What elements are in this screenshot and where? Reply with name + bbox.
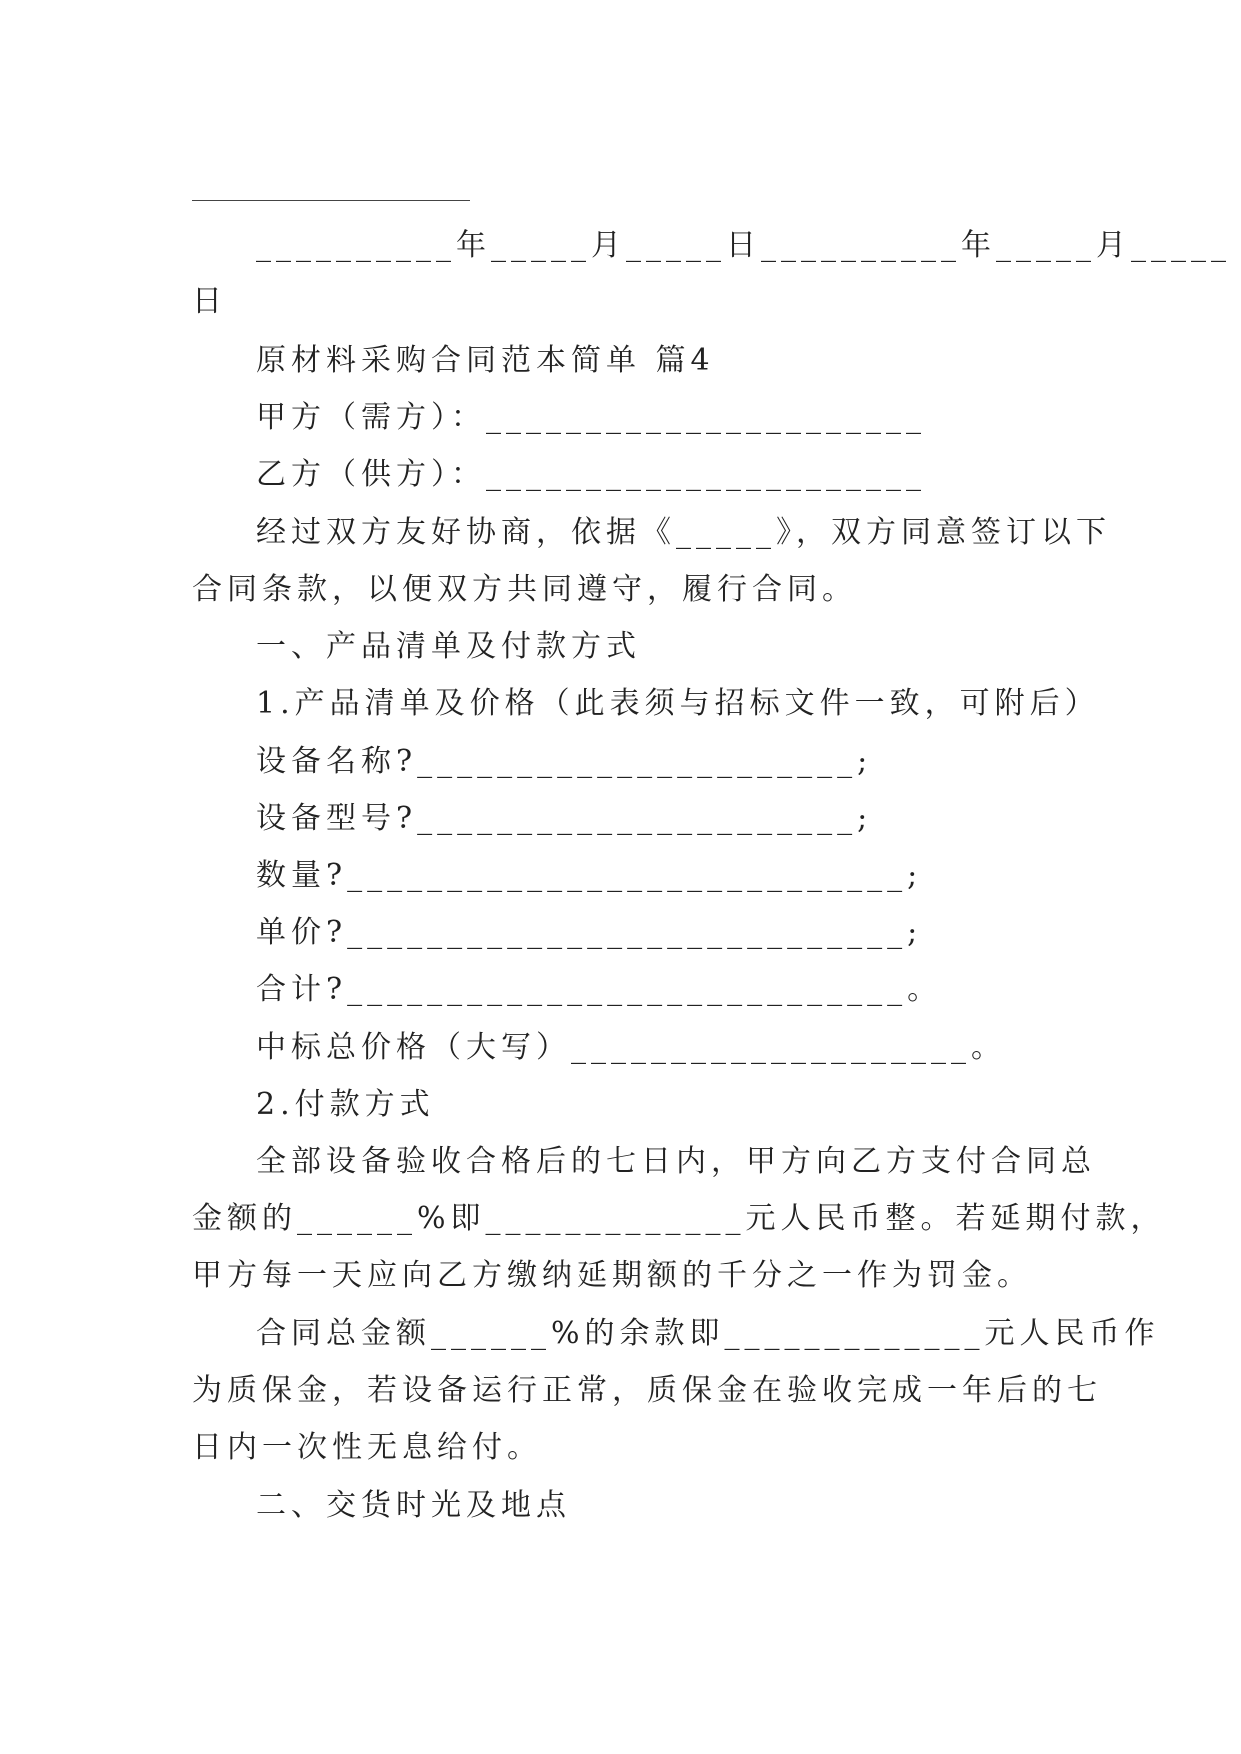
heading-delivery-time-place: 二、交货时光及地点 [256, 1488, 571, 1523]
warranty-paragraph-line-1: 合同总金额______%的余款即_____________元人民币作 [256, 1316, 1160, 1351]
date-line: __________年_____月_____日__________年_____月_____ [256, 228, 1231, 263]
date-line-continued: 日 [192, 284, 227, 319]
field-equipment-model: 设备型号?______________________; [256, 801, 873, 836]
section-title: 原材料采购合同范本简单 篇4 [256, 343, 715, 378]
payment-paragraph-line-3: 甲方每一天应向乙方缴纳延期额的千分之一作为罚金。 [192, 1258, 1032, 1293]
subheading-payment-method: 2.付款方式 [256, 1087, 435, 1122]
field-unit-price: 单价?____________________________; [256, 915, 923, 950]
heading-product-list-payment: 一、产品清单及付款方式 [256, 629, 641, 664]
field-bid-total-price: 中标总价格（大写）____________________。 [256, 1030, 1006, 1065]
field-equipment-name: 设备名称?______________________; [256, 744, 873, 779]
field-total: 合计?____________________________。 [256, 972, 943, 1007]
payment-paragraph-line-1: 全部设备验收合格后的七日内，甲方向乙方支付合同总 [256, 1144, 1096, 1179]
intro-paragraph-line-1: 经过双方友好协商，依据《_____》，双方同意签订以下 [256, 515, 1111, 550]
top-underline-divider [192, 200, 470, 201]
field-quantity: 数量?____________________________; [256, 858, 923, 893]
party-a-line: 甲方（需方）：______________________ [256, 400, 926, 435]
warranty-paragraph-line-2: 为质保金，若设备运行正常，质保金在验收完成一年后的七 [192, 1373, 1102, 1408]
payment-paragraph-line-2: 金额的______%即_____________元人民币整。若延期付款， [192, 1201, 1166, 1236]
subheading-product-list-price: 1.产品清单及价格（此表须与招标文件一致，可附后） [256, 686, 1100, 721]
warranty-paragraph-line-3: 日内一次性无息给付。 [192, 1430, 542, 1465]
intro-paragraph-line-2: 合同条款，以便双方共同遵守，履行合同。 [192, 572, 857, 607]
party-b-line: 乙方（供方）：______________________ [256, 457, 926, 492]
